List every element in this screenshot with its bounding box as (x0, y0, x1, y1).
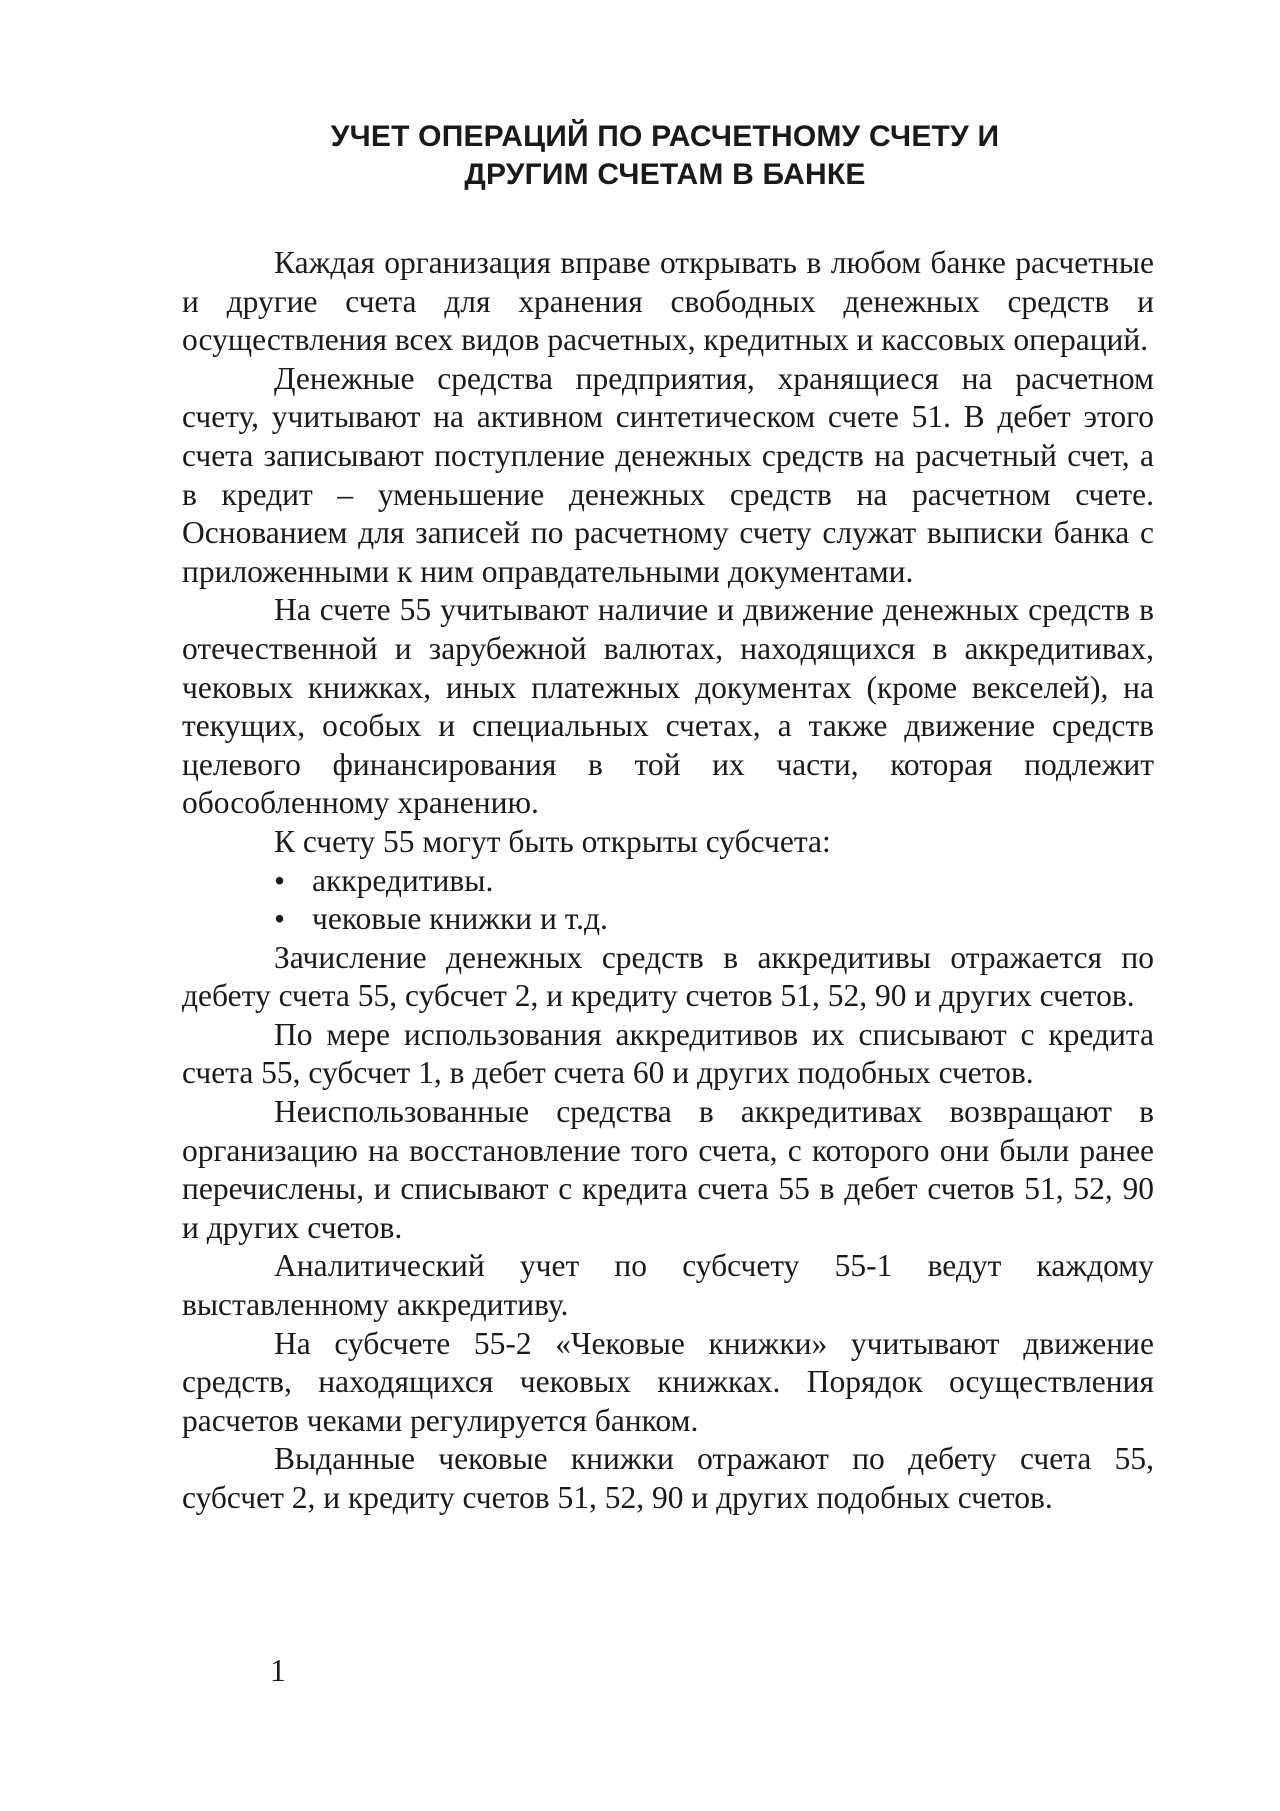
list-item (182, 900, 1154, 939)
list-item-text: аккредитивы. (312, 862, 494, 898)
paragraph: Зачисление денежных средств в аккредитивы отражается по дебету счета 55, субсчет 2, и кредиту счетов 51, 52, 90 и других счетов. (182, 939, 1154, 1014)
bullet-list (182, 862, 1154, 939)
paragraph: По мере использования аккредитивов их списывают с кредита счета 55, субсчет 1, в дебет счета 60 и других подобных счетов. (182, 1016, 1154, 1091)
paragraph: Выданные чековые книжки отражают по дебету счета 55, субсчет 2, и кредиту счетов 51, 52, 90 и других подобных счетов. (182, 1441, 1154, 1515)
paragraph: Денежные средства предприятия, хранящиеся на расчетном счету, учитывают на активном синтетическом счете 51. В дебет этого счета записывают поступление денежных средств на расчетный счет, а в кредит – уменьшение денежных средств на расчетном счете. Основанием для записей по расчетному счету служат выписки банка с приложенными к ним оправдательными документами. (182, 360, 1154, 589)
bullet-icon: • (274, 862, 286, 898)
title-line-1: УЧЕТ ОПЕРАЦИЙ ПО РАСЧЕТНОМУ СЧЕТУ И (330, 120, 1000, 153)
paragraph: К счету 55 могут быть открыты субсчета: (274, 823, 831, 859)
bullet-icon: • (274, 901, 286, 937)
page-number: 1 (270, 1653, 286, 1688)
list-item-text: чековые книжки и т.д. (312, 901, 608, 937)
document-title (250, 118, 1080, 194)
paragraph: На счете 55 учитывают наличие и движение денежных средств в отечественной и зарубежной валютах, находящихся в аккредитивах, чековых книжках, иных платежных документах (кроме векселей), на текущих, особых и специальных счетах, а также движение средств целевого финансирования в той их части, которая подлежит обособленному хранению. (182, 592, 1154, 821)
paragraph: Каждая организация вправе открывать в любом банке расчетные и другие счета для хранения свободных денежных средств и осуществления всех видов расчетных, кредитных и кассовых операций. (182, 245, 1154, 358)
paragraph: Неиспользованные средства в аккредитивах возвращают в организацию на восстановление того счета, с которого они были ранее перечислены, и списывают с кредита счета 55 в дебет счетов 51, 52, 90 и других счетов. (182, 1094, 1154, 1245)
document-body (182, 244, 1154, 1518)
title-line-2: ДРУГИМ СЧЕТАМ В БАНКЕ (464, 158, 866, 191)
list-item (182, 862, 1154, 901)
paragraph: Аналитический учет по субсчету 55-1 ведут каждому выставленному аккредитиву. (182, 1248, 1154, 1323)
paragraph: На субсчете 55-2 «Чековые книжки» учитывают движение средств, находящихся чековых книжках. Порядок осуществления расчетов чеками регулируется банком. (182, 1325, 1154, 1438)
